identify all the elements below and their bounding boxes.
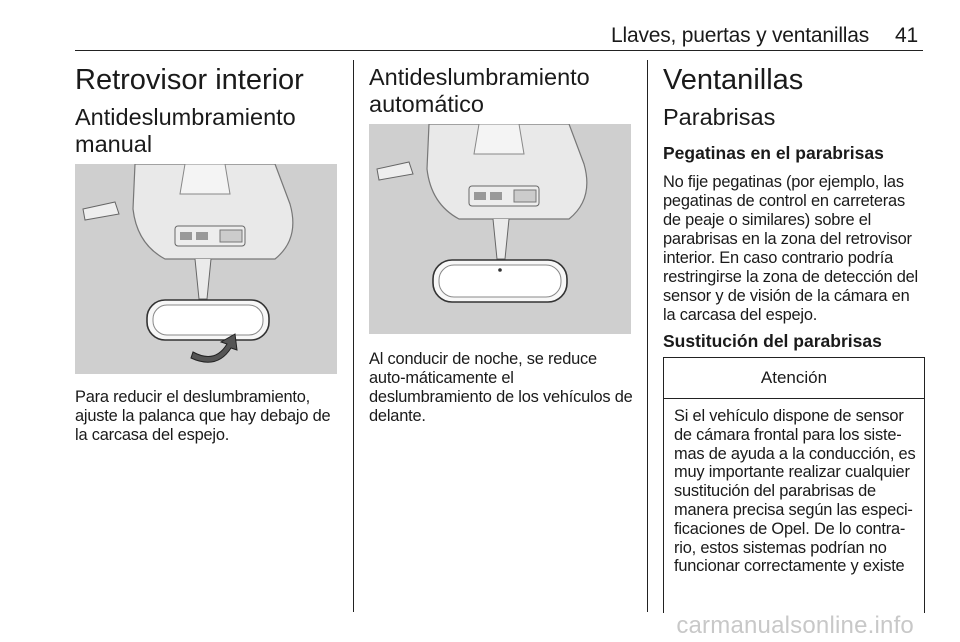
column-divider-1 [353, 60, 354, 612]
watermark: carmanualsonline.info [676, 612, 914, 639]
page-number: 41 [895, 24, 918, 47]
automatic-mirror-figure [369, 124, 631, 334]
header-title: Llaves, puertas y ventanillas [611, 24, 870, 47]
manual-body-text: Para reducir el deslumbramiento, ajuste la palanca que hay debajo de la carcasa del espejo. [75, 388, 331, 444]
automatic-mirror-illustration [369, 124, 631, 334]
notice-title: Atención [664, 358, 924, 399]
heading-ventanillas: Ventanillas [663, 64, 804, 96]
manual-mirror-figure [75, 164, 337, 374]
running-header [611, 24, 918, 48]
attention-notice-box [663, 357, 925, 613]
notice-body: Si el vehículo dispone de sensor de cámara frontal para los siste-mas de ayuda a la conducción, es muy importante realizar cualquier sustitución del parabrisas de manera precisa según las especi-ficaciones de Opel. De lo contra-rio, estos sistemas podrían no funcionar correctamente y existe [674, 407, 916, 576]
section-title-sustitucion: Sustitución del parabrisas [663, 331, 882, 351]
subheading-parabrisas: Parabrisas [663, 104, 776, 130]
subheading-automatico: Antideslumbramiento automático [369, 64, 590, 117]
section-title-pegatinas: Pegatinas en el parabrisas [663, 143, 884, 163]
heading-retrovisor-interior: Retrovisor interior [75, 64, 304, 96]
manual-mirror-illustration [75, 164, 337, 374]
subheading-manual: Antideslumbramiento manual [75, 104, 296, 157]
automatic-body-text: Al conducir de noche, se reduce auto-máticamente el deslumbramiento de los vehículos de delante. [369, 350, 633, 425]
pegatinas-body-text: No fije pegatinas (por ejemplo, las pegatinas de control en carreteras de peaje o similares) sobre el parabrisas en la zona del retrovisor interior. En caso contrario podría restringirse la zona de detección del sensor y de visión de la cámara en la carcasa del espejo. [663, 173, 919, 324]
column-divider-2 [647, 60, 648, 612]
header-rule [75, 50, 923, 51]
